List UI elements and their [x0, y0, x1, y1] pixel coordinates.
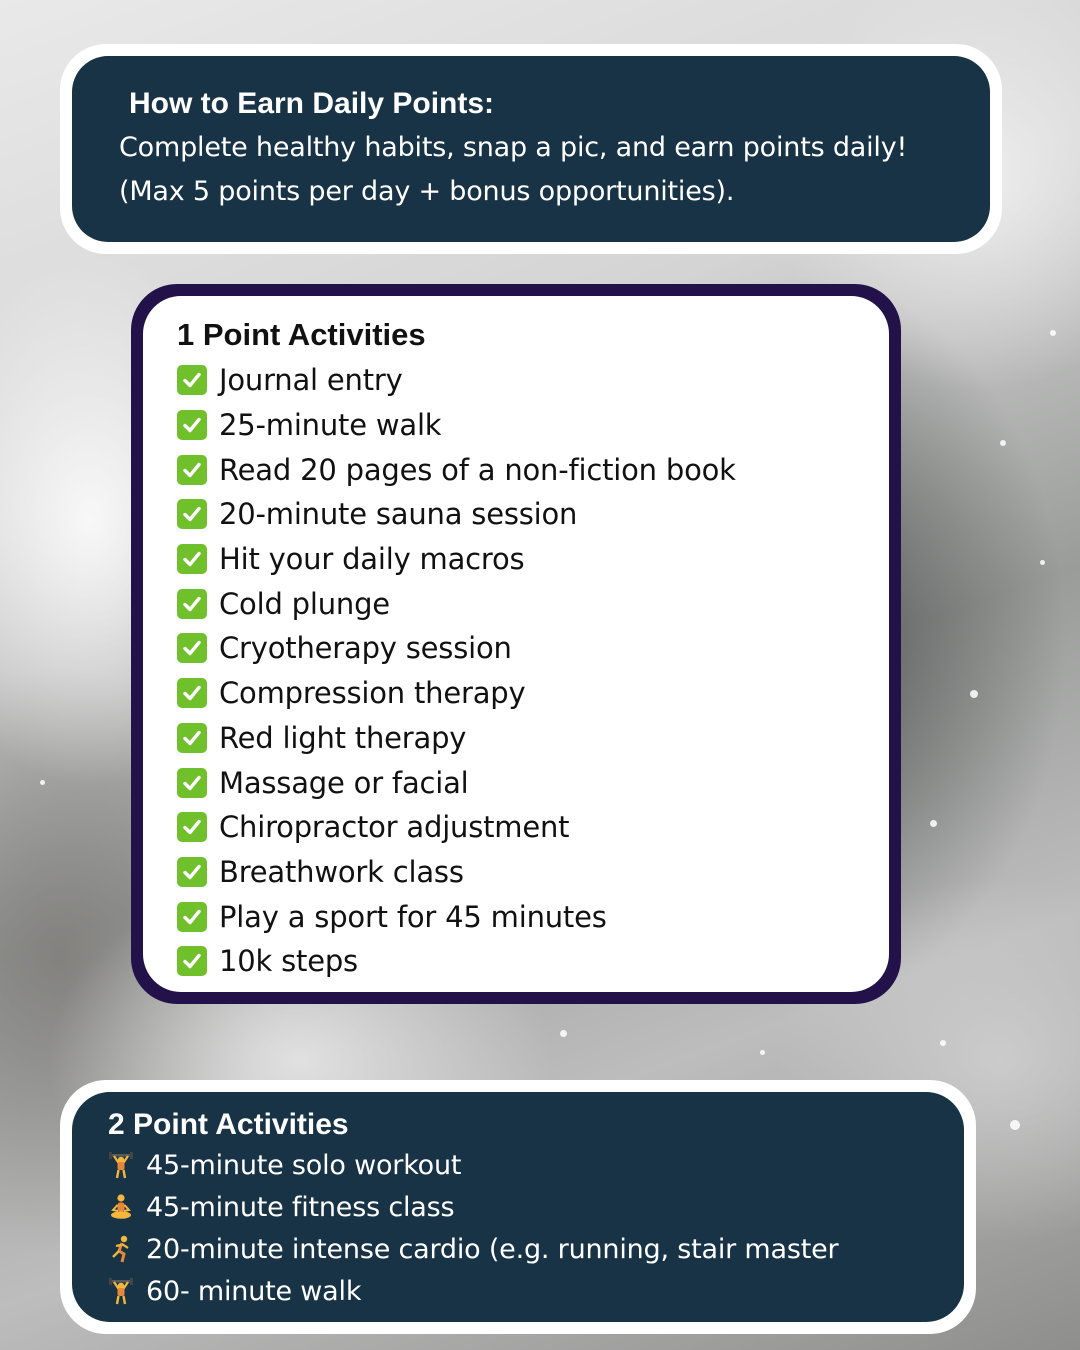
two-point-card — [60, 1080, 976, 1334]
check-mark-button-icon — [177, 455, 207, 485]
list-item — [108, 1270, 964, 1312]
list-item — [177, 805, 889, 850]
list-item — [177, 447, 889, 492]
list-item-label: 60- minute walk — [146, 1275, 362, 1307]
snowflake — [930, 820, 937, 827]
list-item — [177, 492, 889, 537]
list-item — [177, 850, 889, 895]
one-point-list — [177, 358, 889, 984]
list-item — [108, 1186, 964, 1228]
one-point-card — [131, 284, 901, 1004]
list-item-label: Read 20 pages of a non-fiction book — [219, 452, 736, 487]
check-mark-button-icon — [177, 678, 207, 708]
snowflake — [940, 1040, 946, 1046]
check-mark-button-icon — [177, 633, 207, 663]
list-item — [177, 894, 889, 939]
one-point-title: 1 Point Activities — [177, 317, 426, 352]
list-item-label: Journal entry — [219, 363, 403, 398]
list-item — [177, 537, 889, 582]
check-mark-button-icon — [177, 723, 207, 753]
list-item-label: Massage or facial — [219, 765, 469, 800]
list-item — [177, 716, 889, 761]
snowflake — [1010, 1120, 1020, 1130]
check-mark-button-icon — [177, 902, 207, 932]
list-item — [177, 671, 889, 716]
snowflake — [560, 1030, 567, 1037]
list-item — [177, 626, 889, 671]
intro-body: Complete healthy habits, snap a pic, and earn points daily! (Max 5 points per day + bonus opportunities). — [119, 132, 908, 207]
list-item-label: 45-minute solo workout — [146, 1149, 462, 1181]
list-item — [177, 939, 889, 984]
intro-title: How to Earn Daily Points: — [129, 87, 495, 120]
list-item-label: Cryotherapy session — [219, 631, 512, 666]
runner-icon — [108, 1234, 134, 1264]
check-mark-button-icon — [177, 410, 207, 440]
snowflake — [1040, 560, 1045, 565]
check-mark-button-icon — [177, 857, 207, 887]
list-item-label: Red light therapy — [219, 720, 467, 755]
list-item-label: 45-minute fitness class — [146, 1191, 455, 1223]
check-mark-button-icon — [177, 946, 207, 976]
two-point-title: 2 Point Activities — [108, 1108, 349, 1141]
list-item-label: Play a sport for 45 minutes — [219, 899, 607, 934]
check-mark-button-icon — [177, 544, 207, 574]
list-item-label: 25-minute walk — [219, 408, 442, 443]
check-mark-button-icon — [177, 499, 207, 529]
snowflake — [970, 690, 978, 698]
list-item — [177, 760, 889, 805]
weightlifter-icon — [108, 1276, 134, 1306]
list-item — [177, 581, 889, 626]
snowflake — [1000, 440, 1006, 446]
list-item-label: Compression therapy — [219, 676, 526, 711]
one-point-card-panel — [143, 296, 889, 992]
list-item — [108, 1144, 964, 1186]
two-point-list — [108, 1144, 964, 1312]
snowflake — [1050, 330, 1056, 336]
list-item-label: Cold plunge — [219, 586, 390, 621]
check-mark-button-icon — [177, 589, 207, 619]
list-item-label: 10k steps — [219, 944, 358, 979]
snowflake — [40, 780, 45, 785]
list-item-label: Breathwork class — [219, 854, 464, 889]
list-item-label: 20-minute intense cardio (e.g. running, stair master — [146, 1233, 839, 1265]
intro-card — [60, 44, 1002, 254]
list-item — [177, 358, 889, 403]
check-mark-button-icon — [177, 812, 207, 842]
check-mark-button-icon — [177, 365, 207, 395]
yoga-person-icon — [108, 1192, 134, 1222]
list-item-label: Hit your daily macros — [219, 542, 525, 577]
intro-card-panel — [72, 56, 990, 242]
list-item-label: 20-minute sauna session — [219, 497, 578, 532]
list-item — [108, 1228, 964, 1270]
snowflake — [760, 1050, 765, 1055]
weightlifter-icon — [108, 1150, 134, 1180]
list-item-label: Chiropractor adjustment — [219, 810, 570, 845]
list-item — [177, 403, 889, 448]
two-point-card-panel — [72, 1092, 964, 1322]
check-mark-button-icon — [177, 768, 207, 798]
